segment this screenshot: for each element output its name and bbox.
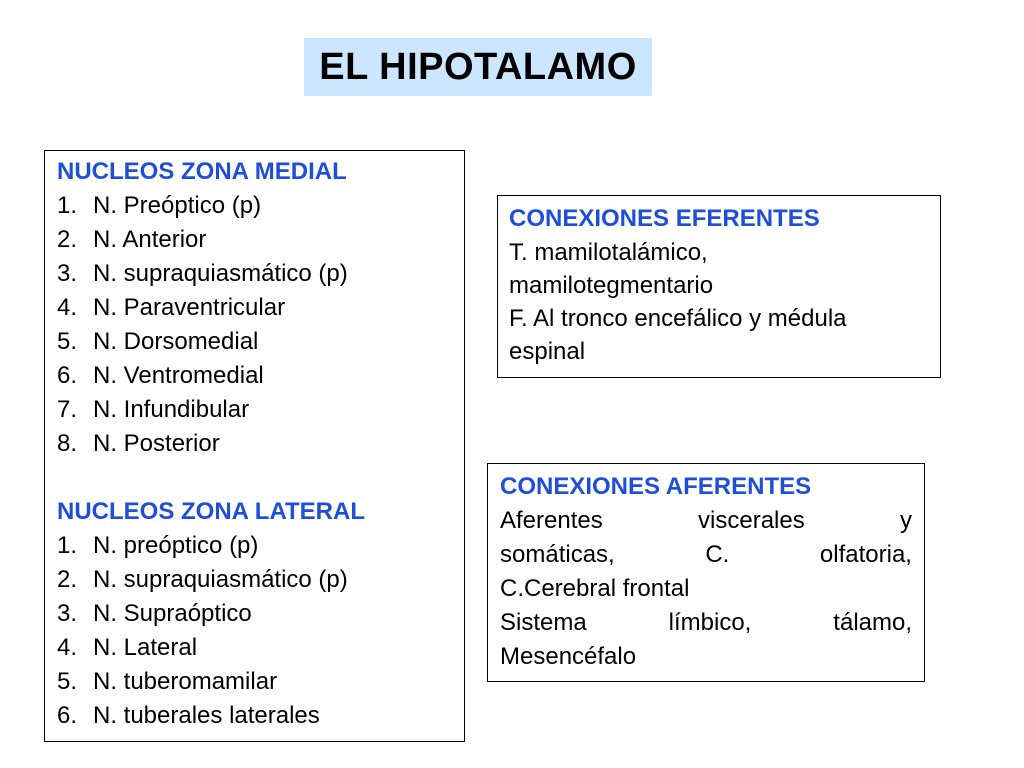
lateral-item bbox=[57, 597, 464, 631]
item-number: 3. bbox=[57, 260, 78, 287]
item-number: 2. bbox=[57, 226, 78, 253]
item-text: N. Lateral bbox=[93, 634, 198, 661]
medial-item bbox=[57, 359, 464, 393]
aferentes-line bbox=[500, 606, 912, 640]
aferentes-line bbox=[500, 504, 912, 538]
lateral-item bbox=[57, 631, 464, 665]
item-text: N. Dorsomedial bbox=[93, 328, 259, 355]
item-text: N. supraquiasmático (p) bbox=[93, 566, 348, 593]
lateral-item bbox=[57, 699, 464, 733]
lateral-item bbox=[57, 563, 464, 597]
item-text: N. Preóptico (p) bbox=[93, 192, 262, 219]
aferentes-line: C.Cerebral frontal bbox=[500, 575, 690, 602]
word: olfatoria, bbox=[819, 541, 912, 568]
item-text: N. Posterior bbox=[93, 430, 220, 457]
item-number: 1. bbox=[57, 532, 78, 559]
item-number: 4. bbox=[57, 294, 78, 321]
word: límbico, bbox=[668, 609, 752, 636]
item-number: 3. bbox=[57, 600, 78, 627]
item-text: N. Paraventricular bbox=[93, 294, 286, 321]
item-text: N. Infundibular bbox=[93, 396, 250, 423]
lateral-item bbox=[57, 529, 464, 563]
item-number: 8. bbox=[57, 430, 78, 457]
eferentes-line: F. Al tronco encefálico y médula bbox=[509, 305, 847, 332]
item-text: N. Supraóptico bbox=[93, 600, 252, 627]
lateral-item bbox=[57, 665, 464, 699]
page-title: EL HIPOTALAMO bbox=[319, 45, 637, 88]
word: C. bbox=[705, 541, 730, 568]
item-number: 1. bbox=[57, 192, 78, 219]
item-number: 5. bbox=[57, 668, 78, 695]
section-spacer bbox=[57, 461, 464, 495]
item-number: 5. bbox=[57, 328, 78, 355]
medial-item bbox=[57, 393, 464, 427]
eferentes-line: mamilotegmentario bbox=[509, 272, 714, 299]
word: somáticas, bbox=[500, 541, 615, 568]
item-text: N. preóptico (p) bbox=[93, 532, 259, 559]
word: viscerales bbox=[698, 507, 805, 534]
item-text: N. Anterior bbox=[93, 226, 207, 253]
medial-item bbox=[57, 189, 464, 223]
medial-item bbox=[57, 427, 464, 461]
word: Aferentes bbox=[500, 507, 603, 534]
eferentes-line: T. mamilotalámico, bbox=[509, 239, 708, 266]
medial-item bbox=[57, 325, 464, 359]
item-number: 6. bbox=[57, 362, 78, 389]
item-text: N. tuberales laterales bbox=[93, 702, 320, 729]
aferentes-line bbox=[500, 538, 912, 572]
item-number: 6. bbox=[57, 702, 78, 729]
medial-item bbox=[57, 291, 464, 325]
word: tálamo, bbox=[833, 609, 912, 636]
item-number: 4. bbox=[57, 634, 78, 661]
eferentes-box bbox=[497, 195, 941, 378]
word: y bbox=[900, 507, 912, 534]
eferentes-line: espinal bbox=[509, 338, 586, 365]
aferentes-box bbox=[487, 463, 925, 682]
aferentes-heading: CONEXIONES AFERENTES bbox=[500, 473, 812, 500]
aferentes-line: Mesencéfalo bbox=[500, 643, 637, 670]
eferentes-heading: CONEXIONES EFERENTES bbox=[509, 205, 820, 232]
item-number: 2. bbox=[57, 566, 78, 593]
title-banner bbox=[304, 38, 652, 96]
word: Sistema bbox=[500, 609, 587, 636]
nucleos-box bbox=[44, 150, 465, 742]
item-text: N. Ventromedial bbox=[93, 362, 264, 389]
medial-heading: NUCLEOS ZONA MEDIAL bbox=[57, 158, 347, 185]
medial-item bbox=[57, 257, 464, 291]
item-text: N. tuberomamilar bbox=[93, 668, 278, 695]
item-number: 7. bbox=[57, 396, 78, 423]
item-text: N. supraquiasmático (p) bbox=[93, 260, 348, 287]
medial-item bbox=[57, 223, 464, 257]
lateral-heading: NUCLEOS ZONA LATERAL bbox=[57, 498, 365, 525]
